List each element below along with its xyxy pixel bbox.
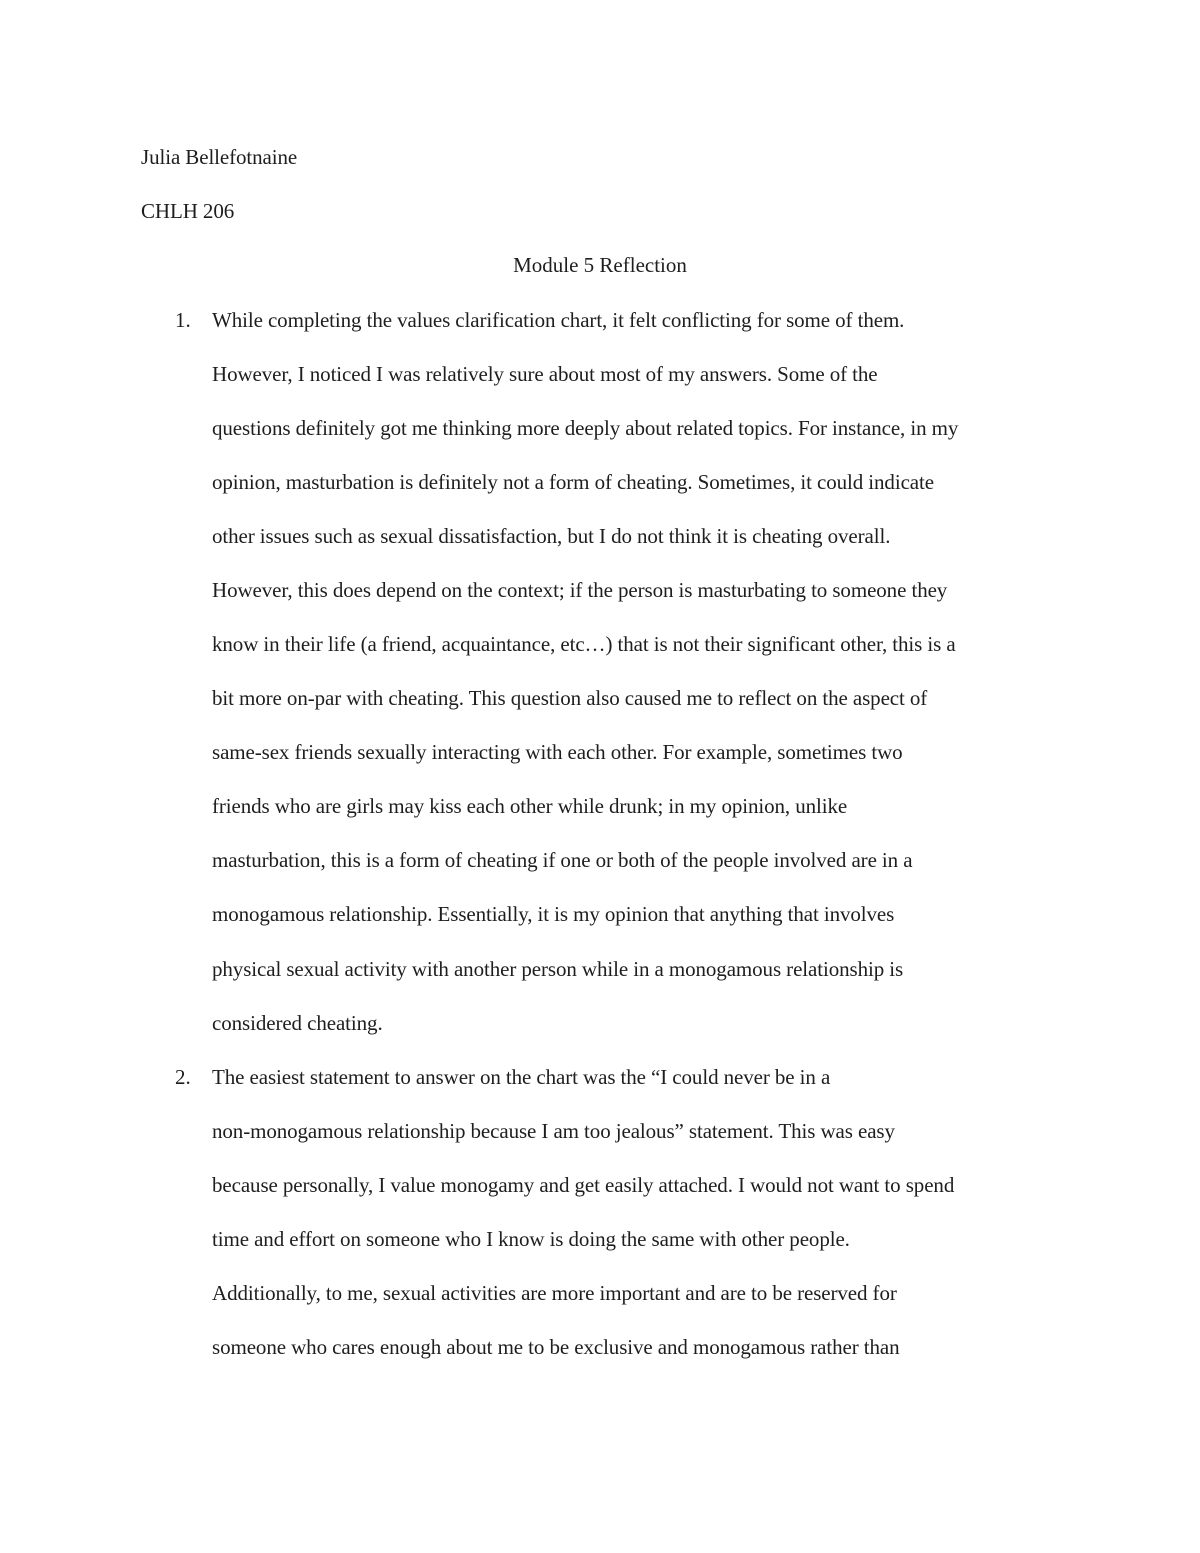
paragraph-line: time and effort on someone who I know is doing the same with other people. — [212, 1227, 850, 1251]
paragraph-line: know in their life (a friend, acquaintance, etc…) that is not their significant other, this is a — [212, 632, 956, 656]
paragraph-line: The easiest statement to answer on the chart was the “I could never be in a — [212, 1065, 831, 1089]
paragraph-line: masturbation, this is a form of cheating if one or both of the people involved are in a — [212, 848, 913, 872]
course-code: CHLH 206 — [141, 199, 235, 223]
paragraph-line: physical sexual activity with another person while in a monogamous relationship is — [212, 957, 904, 981]
paragraph-line: However, I noticed I was relatively sure about most of my answers. Some of the — [212, 362, 878, 386]
paragraph-line: bit more on-par with cheating. This question also caused me to reflect on the aspect of — [212, 686, 928, 710]
paragraph-line: opinion, masturbation is definitely not a form of cheating. Sometimes, it could indicate — [212, 470, 934, 494]
paragraph-line: non-monogamous relationship because I am too jealous” statement. This was easy — [212, 1119, 895, 1143]
author-name: Julia Bellefotnaine — [141, 145, 298, 169]
list-item-number: 2. — [175, 1065, 191, 1089]
paragraph-line: considered cheating. — [212, 1011, 383, 1035]
paragraph-line: monogamous relationship. Essentially, it is my opinion that anything that involves — [212, 902, 895, 926]
paragraph-line: questions definitely got me thinking more deeply about related topics. For instance, in my — [212, 416, 959, 440]
paragraph-line: While completing the values clarification chart, it felt conflicting for some of them. — [212, 308, 905, 332]
paragraph-line: other issues such as sexual dissatisfaction, but I do not think it is cheating overall. — [212, 524, 891, 548]
document-title: Module 5 Reflection — [513, 253, 687, 277]
paragraph-line: However, this does depend on the context; if the person is masturbating to someone they — [212, 578, 948, 602]
paragraph-line: friends who are girls may kiss each other while drunk; in my opinion, unlike — [212, 794, 848, 818]
paragraph-line: same-sex friends sexually interacting with each other. For example, sometimes two — [212, 740, 903, 764]
list-item-number: 1. — [175, 308, 191, 332]
paragraph-line: someone who cares enough about me to be exclusive and monogamous rather than — [212, 1335, 900, 1359]
paragraph-line: because personally, I value monogamy and get easily attached. I would not want to spend — [212, 1173, 955, 1197]
paragraph-line: Additionally, to me, sexual activities are more important and are to be reserved for — [212, 1281, 897, 1305]
